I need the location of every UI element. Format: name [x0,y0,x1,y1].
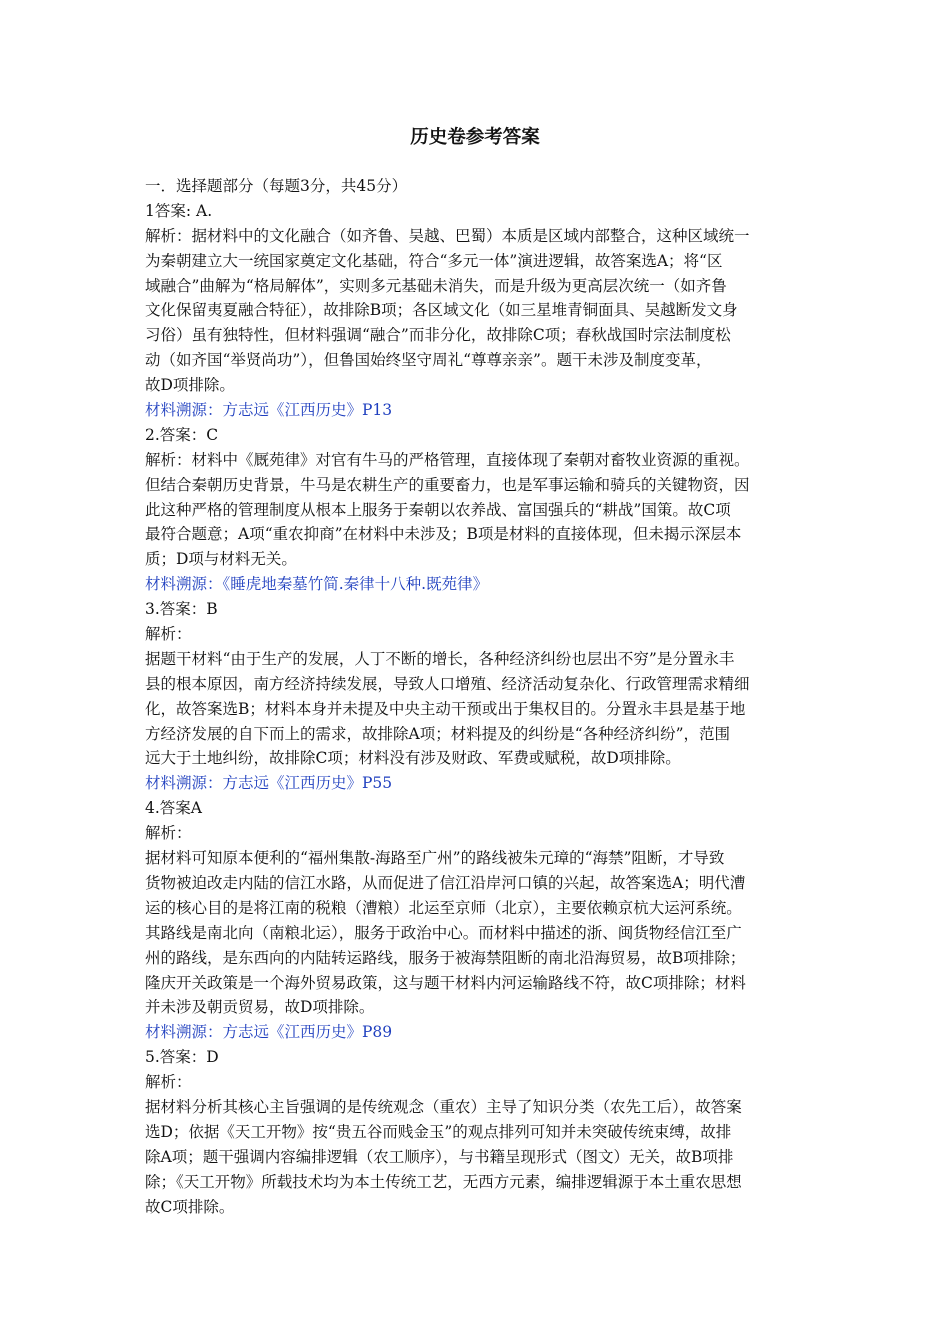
document-title: 历史卷参考答案 [410,127,540,148]
analysis-line: 质；D项与材料无关。 [145,550,297,569]
analysis-line: 远大于土地纠纷，故排除C项；材料没有涉及财政、军费或赋税，故D项排除。 [145,749,681,768]
analysis-line: 域融合”曲解为“格局解体”，实则多元基础未消失，而是升级为更高层次统一（如齐鲁 [145,276,727,295]
question-block-4 [145,796,809,1045]
analysis-line: 解析：据材料中的文化融合（如齐鲁、吴越、巴蜀）本质是区域内部整合，这种区域统一 [145,226,750,245]
analysis-line: 除A项；题干强调内容编排逻辑（农工顺序），与书籍呈现形式（图文）无关，故B项排 [145,1147,734,1166]
analysis-line: 选D；依据《天工开物》按“贵五谷而贱金玉”的观点排列可知并未突破传统束缚，故排 [145,1122,732,1141]
answer-line: 5.答案：D [145,1048,219,1067]
analysis-line: 故D项排除。 [145,376,235,395]
analysis-line: 州的路线，是东西向的内陆转运路线，服务于被海禁阻断的南北沿海贸易，故B项排除； [145,948,746,967]
analysis-line: 运的核心目的是将江南的税粮（漕粮）北运至京师（北京），主要依赖京杭大运河系统。 [145,898,742,917]
answer-line: 4.答案A [145,799,202,818]
analysis-line: 化，故答案选B；材料本身并未提及中央主动干预或出于集权目的。分置永丰县是基于地 [145,699,746,718]
analysis-line: 据题干材料“由于生产的发展，人丁不断的增长，各种经济纠纷也层出不穷”是分置永丰 [145,649,735,668]
analysis-line: 习俗）虽有独特性，但材料强调“融合”而非分化，故排除C项；春秋战国时宗法制度松 [145,326,731,345]
question-block-1 [145,199,809,423]
section-heading: 一．选择题部分（每题3分，共45分） [145,177,408,195]
analysis-line: 据材料可知原本便利的“福州集散-海路至广州”的路线被朱元璋的“海禁”阻断，才导致 [145,849,725,868]
source-citation: 材料溯源：方志远《江西历史》P55 [145,774,393,793]
analysis-line: 方经济发展的自下而上的需求，故排除A项；材料提及的纠纷是“各种经济纠纷”，范围 [145,724,731,743]
source-citation: 材料溯源：《睡虎地秦墓竹简.秦律十八种.既苑律》 [145,575,489,594]
source-citation: 材料溯源：方志远《江西历史》P89 [145,1023,393,1042]
analysis-line: 动（如齐国“举贤尚功”），但鲁国始终坚守周礼“尊尊亲亲”。题干未涉及制度变革， [145,351,712,370]
analysis-label: 解析： [145,824,192,843]
analysis-line: 故C项排除。 [145,1197,235,1216]
answer-line: 3.答案：B [145,600,218,619]
analysis-line: 据材料分析其核心主旨强调的是传统观念（重农）主导了知识分类（农先工后），故答案 [145,1097,742,1116]
answer-line: 2.答案：C [145,425,219,444]
document-body [145,174,809,1219]
analysis-line: 此这种严格的管理制度从根本上服务于秦朝以农养战、富国强兵的“耕战”国策。故C项 [145,500,731,519]
analysis-line: 最符合题意；A项“重农抑商”在材料中未涉及；B项是材料的直接体现，但未揭示深层本 [145,525,742,544]
analysis-line: 但结合秦朝历史背景，牛马是农耕生产的重要畜力，也是军事运输和骑兵的关键物资，因 [145,475,750,494]
analysis-line: 县的根本原因，南方经济持续发展，导致人口增殖、经济活动复杂化、行政管理需求精细 [145,674,750,693]
question-block-3 [145,597,809,796]
analysis-line: 隆庆开关政策是一个海外贸易政策，这与题干材料内河运输路线不符，故C项排除；材料 [145,973,746,992]
answer-line: 1答案: A. [145,201,213,220]
analysis-label: 解析： [145,1073,192,1092]
analysis-line: 货物被迫改走内陆的信江水路，从而促进了信江沿岸河口镇的兴起，故答案选A；明代漕 [145,873,746,892]
question-block-5 [145,1045,809,1219]
analysis-line: 解析：材料中《厩苑律》对官有牛马的严格管理，直接体现了秦朝对畜牧业资源的重视。 [145,450,750,469]
source-citation: 材料溯源：方志远《江西历史》P13 [145,401,393,420]
analysis-label: 解析： [145,625,192,644]
analysis-line: 并未涉及朝贡贸易，故D项排除。 [145,998,375,1017]
analysis-line: 其路线是南北向（南粮北运），服务于政治中心。而材料中描述的浙、闽货物经信江至广 [145,923,742,942]
question-block-2 [145,423,809,597]
analysis-line: 文化保留夷夏融合特征），故排除B项；各区域文化（如三星堆青铜面具、吴越断发文身 [145,301,738,320]
analysis-line: 除；《天工开物》所载技术均为本土传统工艺，无西方元素，编排逻辑源于本土重农思想 [145,1172,742,1191]
analysis-line: 为秦朝建立大一统国家奠定文化基础，符合“多元一体”演进逻辑，故答案选A；将“区 [145,251,723,270]
